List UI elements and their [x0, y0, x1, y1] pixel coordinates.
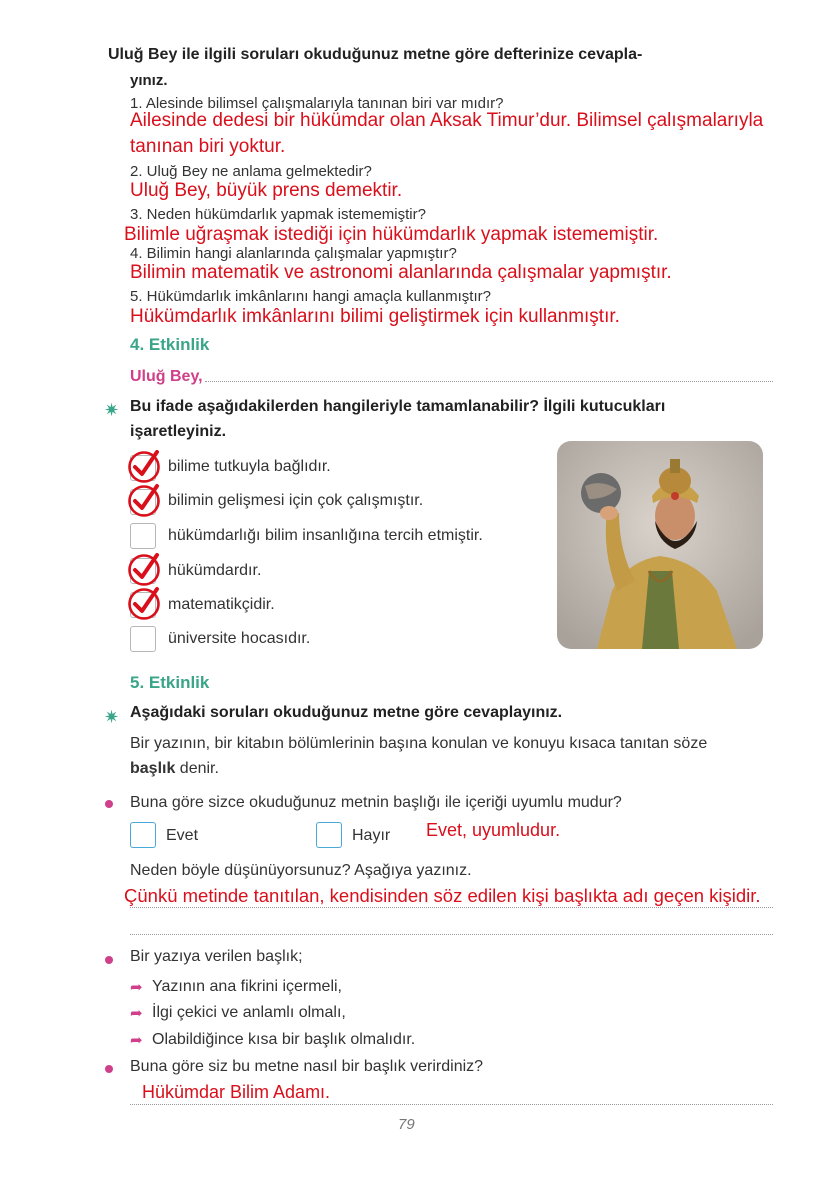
title-definition-line-2: [130, 760, 219, 778]
question-4: 4. Bilimin hangi alanlarında çalışmalar yapmıştır?: [130, 245, 457, 262]
activity-4-instruction-2: işaretleyiniz.: [130, 423, 227, 440]
prompt-write-line[interactable]: [205, 381, 773, 382]
answer-1-line-2: tanınan biri yoktur.: [130, 136, 286, 157]
activity-5-title: 5. Etkinlik: [130, 673, 210, 692]
pink-bullet-icon: [105, 1065, 113, 1073]
answer-3: Bilimle uğraşmak istediği için hükümdarlık yapmak istememiştir.: [124, 224, 659, 245]
answer-4: Bilimin matematik ve astronomi alanlarında çalışmalar yapmıştır.: [130, 262, 672, 283]
option-checkbox[interactable]: [130, 626, 156, 652]
title-rule: Olabildiğince kısa bir başlık olmalıdır.: [152, 1031, 416, 1048]
check-mark-icon: [126, 551, 162, 587]
title-match-answer: Evet, uyumludur.: [426, 820, 561, 840]
why-answer: Çünkü metinde tanıtılan, kendisinden söz edilen kişi başlıkta adı geçen kişidir.: [124, 885, 761, 906]
arrow-bullet-icon: ➦: [130, 1032, 143, 1049]
definition-term: başlık: [130, 760, 176, 777]
intro-line-2: yınız.: [130, 72, 168, 89]
activity-4-instruction-1: Bu ifade aşağıdakilerden hangileriyle tamamlanabilir? İlgili kutucukları: [130, 398, 666, 415]
no-checkbox[interactable]: [316, 822, 342, 848]
star-bullet-icon: ✷: [104, 707, 120, 727]
activity-5-instruction: Aşağıdaki soruları okuduğunuz metne göre cevaplayınız.: [130, 704, 563, 721]
question-2: 2. Uluğ Bey ne anlama gelmektedir?: [130, 163, 372, 180]
answer-1-line-1: Ailesinde dedesi bir hükümdar olan Aksak Timur’dur. Bilimsel çalışmalarıyla: [130, 110, 764, 131]
why-write-line-2[interactable]: [130, 934, 773, 935]
answer-5: Hükümdarlık imkânlarını bilimi geliştirmek için kullanmıştır.: [130, 306, 620, 327]
question-new-title: Buna göre siz bu metne nasıl bir başlık verirdiniz?: [130, 1058, 484, 1075]
option-label: üniversite hocasıdır.: [168, 630, 311, 647]
answer-2: Uluğ Bey, büyük prens demektir.: [130, 180, 403, 201]
definition-rest: denir.: [175, 760, 219, 777]
activity-4-title: 4. Etkinlik: [130, 335, 210, 354]
option-label: bilime tutkuyla bağlıdır.: [168, 458, 331, 475]
arrow-bullet-icon: ➦: [130, 979, 143, 996]
new-title-answer: Hükümdar Bilim Adamı.: [142, 1082, 331, 1102]
question-3: 3. Neden hükümdarlık yapmak istememiştir?: [130, 206, 426, 223]
yes-checkbox[interactable]: [130, 822, 156, 848]
option-checkbox[interactable]: [130, 523, 156, 549]
pink-bullet-icon: [105, 800, 113, 808]
new-title-write-line[interactable]: [130, 1104, 773, 1105]
check-mark-icon: [126, 448, 162, 484]
intro-line-1: Uluğ Bey ile ilgili soruları okuduğunuz metne göre defterinize cevapla-: [108, 46, 643, 63]
option-label: hükümdardır.: [168, 562, 262, 579]
title-definition-line-1: Bir yazının, bir kitabın bölümlerinin başına konulan ve konuyu kısaca tanıtan söze: [130, 735, 708, 752]
check-mark-icon: [126, 482, 162, 518]
question-5: 5. Hükümdarlık imkânlarını hangi amaçla kullanmıştır?: [130, 288, 491, 305]
no-label: Hayır: [352, 827, 391, 844]
title-rule: Yazının ana fikrini içermeli,: [152, 978, 342, 995]
option-label: hükümdarlığı bilim insanlığına tercih etmiştir.: [168, 527, 483, 544]
title-rules-intro: Bir yazıya verilen başlık;: [130, 948, 303, 965]
page-number: 79: [398, 1116, 415, 1133]
ulugh-beg-portrait: [557, 441, 763, 649]
question-title-match: Buna göre sizce okuduğunuz metnin başlığı ile içeriği uyumlu mudur?: [130, 794, 622, 811]
arrow-bullet-icon: ➦: [130, 1005, 143, 1022]
title-rule: İlgi çekici ve anlamlı olmalı,: [152, 1004, 346, 1021]
pink-bullet-icon: [105, 956, 113, 964]
star-bullet-icon: ✷: [104, 400, 120, 420]
question-1: 1. Alesinde bilimsel çalışmalarıyla tanınan biri var mıdır?: [130, 95, 504, 112]
why-write-line-1[interactable]: [130, 907, 773, 908]
yes-label: Evet: [166, 827, 199, 844]
option-label: bilimin gelişmesi için çok çalışmıştır.: [168, 492, 424, 509]
option-label: matematikçidir.: [168, 596, 275, 613]
check-mark-icon: [126, 585, 162, 621]
question-why: Neden böyle düşünüyorsunuz? Aşağıya yazınız.: [130, 862, 472, 879]
activity-4-prompt: Uluğ Bey,: [130, 368, 203, 385]
